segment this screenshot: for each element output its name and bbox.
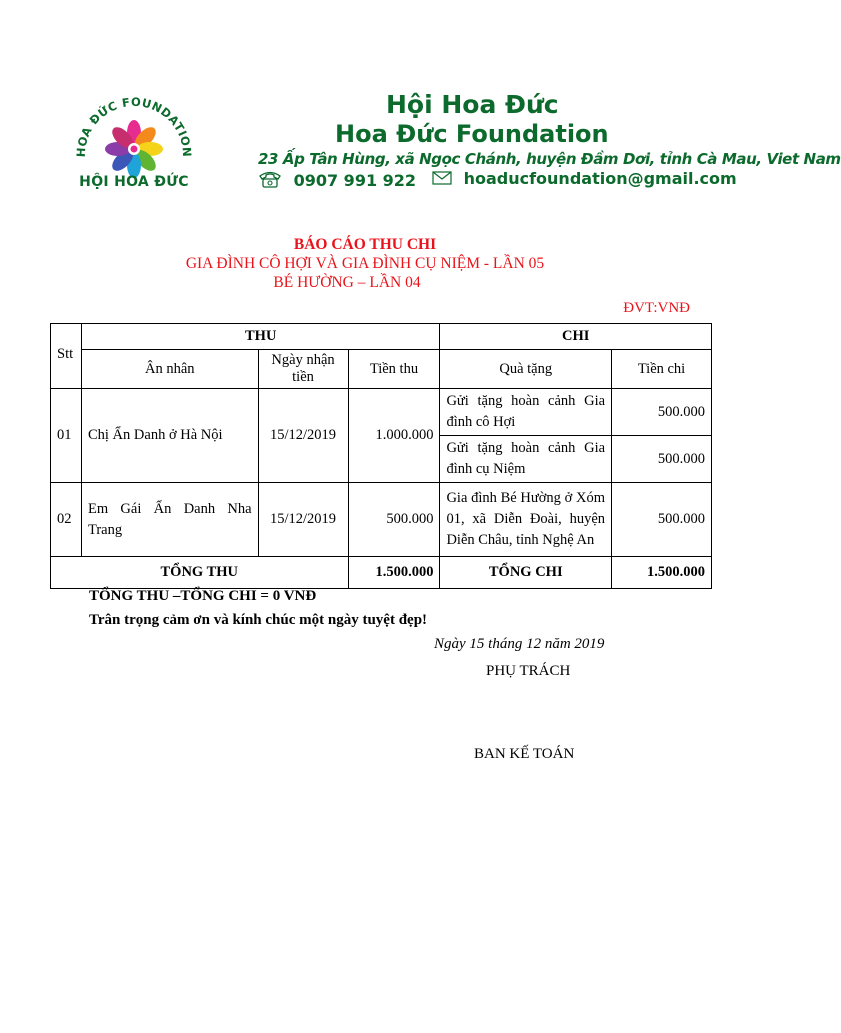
thank-you-note: Trân trọng cảm ơn và kính chúc một ngày tuyệt đẹp! (89, 612, 428, 628)
header-stt: Stt (51, 324, 82, 389)
report-title: BÁO CÁO THU CHI (293, 236, 437, 253)
header-chi: CHI (440, 324, 712, 350)
table-row (51, 483, 712, 557)
income-expense-table (50, 323, 712, 589)
signer-supervisor: PHỤ TRÁCH (486, 663, 571, 679)
header-tien-chi: Tiền chi (612, 350, 712, 389)
header-an-nhan: Ân nhân (81, 350, 258, 389)
signer-accounting: BAN KẾ TOÁN (474, 746, 575, 762)
row-qua-tang: Gia đình Bé Hường ở Xóm 01, xã Diễn Đoài, huyện Diễn Châu, tỉnh Nghệ An (440, 483, 612, 557)
row-stt: 02 (51, 483, 82, 557)
tong-thu-label: TỔNG THU (51, 557, 349, 589)
row-ngay: 15/12/2019 (258, 389, 348, 483)
report-subtitle-2: BÉ HƯỜNG – LẦN 04 (273, 274, 421, 291)
header-tien-thu: Tiền thu (348, 350, 440, 389)
header-ngay-nhan: Ngày nhận tiền (258, 350, 348, 389)
row-an-nhan: Em Gái Ẩn Danh Nha Trang (81, 483, 258, 557)
row-ngay: 15/12/2019 (258, 483, 348, 557)
org-email-address: hoaducfoundation@gmail.com (463, 169, 737, 188)
header-thu: THU (81, 324, 439, 350)
row-tien-thu: 500.000 (348, 483, 440, 557)
report-date: Ngày 15 tháng 12 năm 2019 (434, 636, 605, 652)
balance-summary: TỔNG THU –TỔNG CHI = 0 VNĐ (89, 588, 317, 604)
row-tien-chi: 500.000 (612, 436, 712, 483)
report-title-block (0, 235, 730, 292)
envelope-icon (432, 171, 452, 185)
header-qua-tang: Quà tặng (440, 350, 612, 389)
table-row (51, 389, 712, 436)
org-name-english: Hoa Đức Foundation (335, 120, 609, 148)
org-email (432, 169, 737, 188)
tong-chi-value: 1.500.000 (612, 557, 712, 589)
org-phone (258, 170, 416, 190)
row-tien-chi: 500.000 (612, 389, 712, 436)
row-tien-chi: 500.000 (612, 483, 712, 557)
org-phone-number: 0907 991 922 (293, 171, 417, 190)
report-subtitle-1: GIA ĐÌNH CÔ HỢI VÀ GIA ĐÌNH CỤ NIỆM - LẦN 05 (185, 255, 545, 272)
tong-chi-label: TỔNG CHI (440, 557, 612, 589)
currency-unit: ĐVT:VNĐ (623, 300, 690, 316)
row-tien-thu: 1.000.000 (348, 389, 440, 483)
row-stt: 01 (51, 389, 82, 483)
foundation-logo (71, 89, 197, 207)
telephone-icon (258, 170, 282, 188)
org-address: 23 Ấp Tân Hùng, xã Ngọc Chánh, huyện Đầm Dơi, tỉnh Cà Mau, Viet Nam (258, 150, 841, 168)
row-qua-tang: Gửi tặng hoàn cảnh Gia đình cụ Niệm (440, 436, 612, 483)
row-an-nhan: Chị Ẩn Danh ở Hà Nội (81, 389, 258, 483)
logo-bottom-text: HỘI HOA ĐỨC (79, 174, 189, 190)
table-column-header-row (51, 350, 712, 389)
logo-ring-text: HOA ĐỨC FOUNDATION (73, 94, 195, 158)
row-qua-tang: Gửi tặng hoàn cảnh Gia đình cô Hợi (440, 389, 612, 436)
tong-thu-value: 1.500.000 (348, 557, 440, 589)
totals-row (51, 557, 712, 589)
org-name-vietnamese: Hội Hoa Đức (386, 90, 559, 119)
table-group-header-row (51, 324, 712, 350)
